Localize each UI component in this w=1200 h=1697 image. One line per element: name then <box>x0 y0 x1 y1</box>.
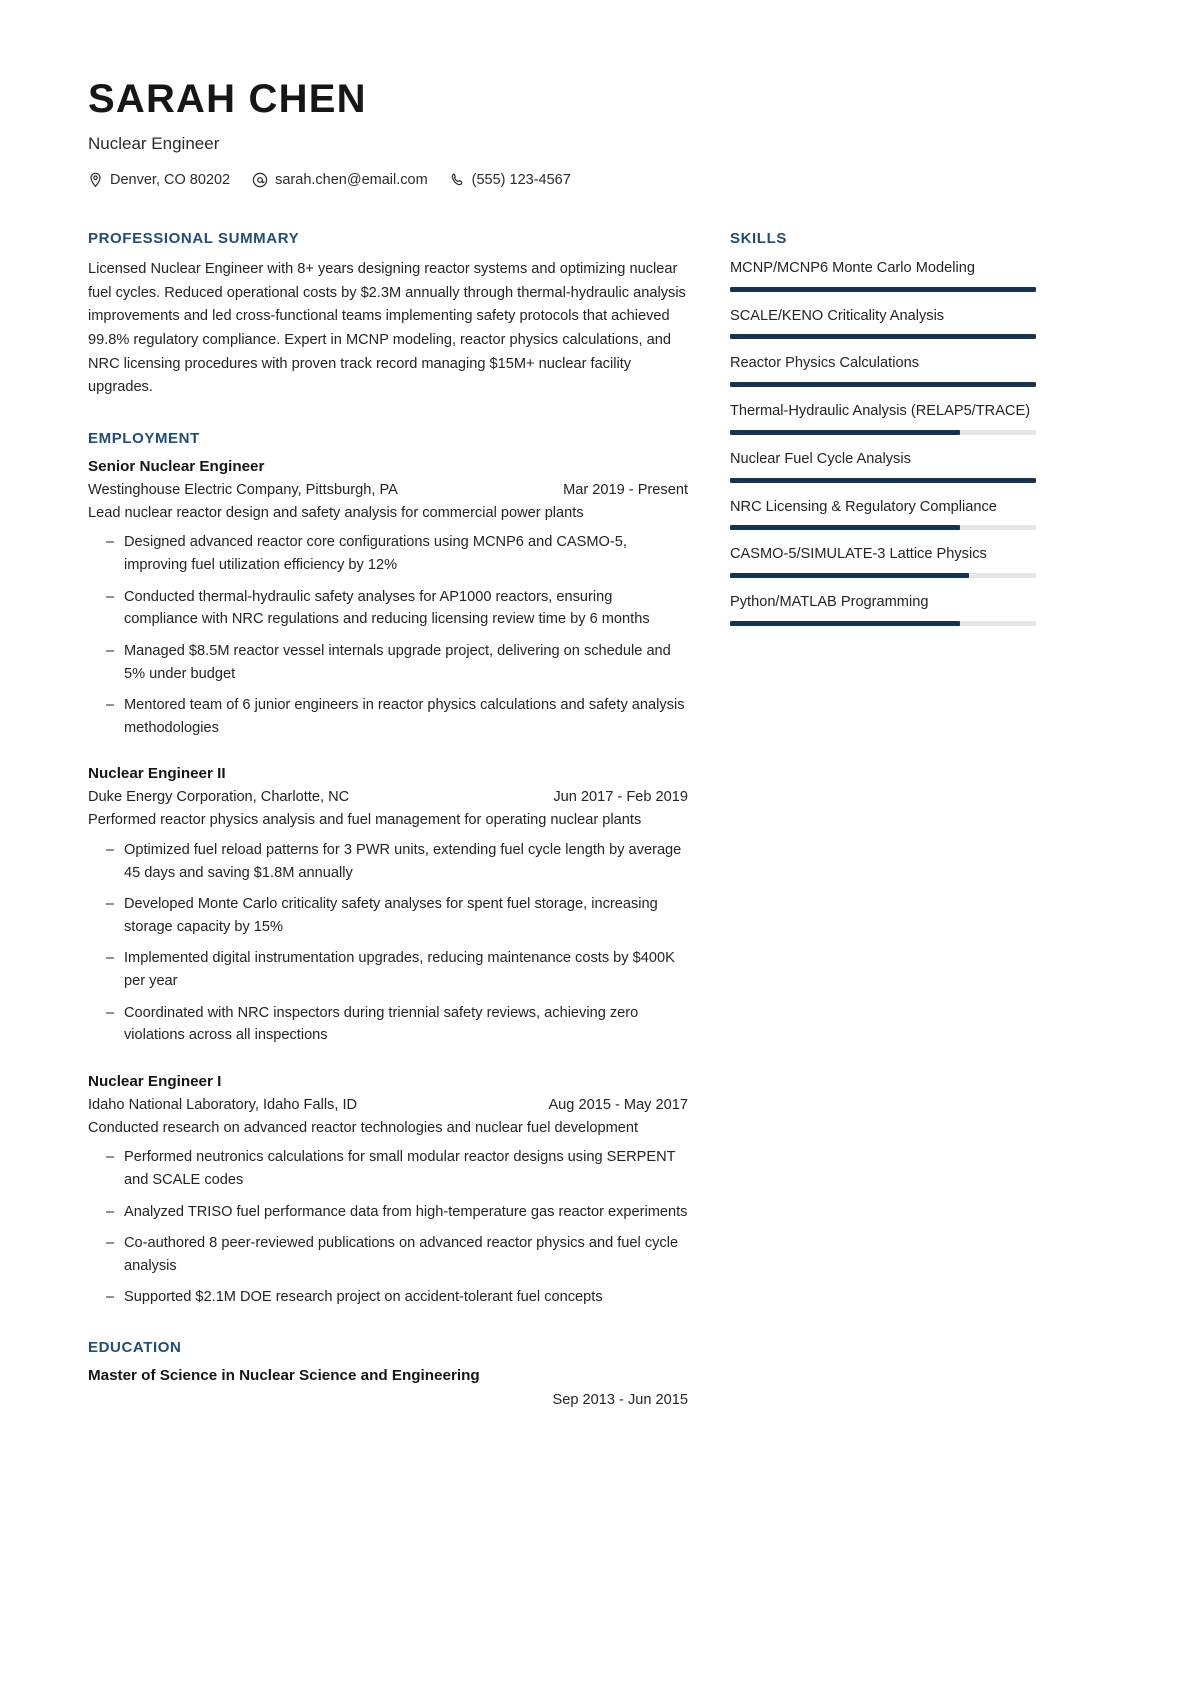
section-professional-summary <box>88 230 688 400</box>
list-item: – Coordinated with NRC inspectors during triennial safety reviews, achieving zero violations across all inspections <box>106 1002 688 1047</box>
contact-location-text: Denver, CO 80202 <box>110 172 231 188</box>
list-item: – Conducted thermal-hydraulic safety analyses for AP1000 reactors, ensuring compliance with NRC regulations and reducing licensing review time by 6 months <box>106 586 688 631</box>
list-item: – Analyzed TRISO fuel performance data from high-temperature gas reactor experiments <box>106 1201 688 1224</box>
skill-name: MCNP/MCNP6 Monte Carlo Modeling <box>730 260 975 276</box>
list-item: – Optimized fuel reload patterns for 3 PWR units, extending fuel cycle length by average 45 days and saving $1.8M annually <box>106 839 688 884</box>
job-company: Westinghouse Electric Company, Pittsburgh, PA <box>88 481 398 498</box>
skill-name: Reactor Physics Calculations <box>730 355 919 372</box>
resume-header <box>88 78 1112 188</box>
skill-bar-fill <box>730 478 1036 483</box>
job-role: Senior Nuclear Engineer <box>88 457 265 475</box>
employment-entry <box>88 458 688 739</box>
contact-email <box>252 172 428 188</box>
skill-item <box>730 592 1036 626</box>
job-role: Nuclear Engineer II <box>88 765 226 783</box>
skill-item <box>730 449 1036 483</box>
job-bullets <box>88 531 688 739</box>
education-entry <box>88 1367 688 1408</box>
education-dates: Sep 2013 - Jun 2015 <box>552 1392 688 1409</box>
skill-bar <box>730 573 1036 578</box>
sidebar-column <box>730 230 1036 1438</box>
employment-entry <box>88 1073 688 1309</box>
page-title: SARAH CHEN <box>88 77 367 121</box>
job-meta <box>88 1097 688 1113</box>
header-job-title: Nuclear Engineer <box>88 134 220 153</box>
section-title-summary: PROFESSIONAL SUMMARY <box>88 230 300 247</box>
contact-phone <box>450 172 571 188</box>
contact-location <box>88 172 230 188</box>
skill-bar-fill <box>730 430 960 435</box>
skill-bar-fill <box>730 287 1036 292</box>
job-meta <box>88 482 688 498</box>
skill-name: CASMO-5/SIMULATE-3 Lattice Physics <box>730 546 987 563</box>
education-meta <box>88 1392 688 1408</box>
job-bullets <box>88 839 688 1047</box>
skill-bar-fill <box>730 334 1036 339</box>
email-icon <box>252 172 268 188</box>
section-employment <box>88 430 688 1309</box>
employment-entry <box>88 765 688 1046</box>
skill-item <box>730 258 1036 292</box>
skill-bar-fill <box>730 382 1036 387</box>
summary-text: Licensed Nuclear Engineer with 8+ years designing reactor systems and optimizing nuclear fuel cycles. Reduced operational costs by $2.3M annually through thermal-hydraulic analysis improvements and led cross-functional teams implementing safety protocols that achieved 99.8% regulatory compliance. Expert in MCNP modeling, reactor physics calculations, and NRC licensing procedures with proven track record managing $15M+ nuclear facility upgrades. <box>88 261 686 396</box>
skill-bar-fill <box>730 525 960 530</box>
skill-name: SCALE/KENO Criticality Analysis <box>730 307 945 324</box>
skill-bar-fill <box>730 621 960 626</box>
section-skills <box>730 230 1036 626</box>
job-description: Performed reactor physics analysis and fuel management for operating nuclear plants <box>88 812 642 829</box>
skill-item <box>730 497 1036 531</box>
main-column <box>88 230 688 1438</box>
job-bullets <box>88 1146 688 1309</box>
list-item: – Developed Monte Carlo criticality safety analyses for spent fuel storage, increasing storage capacity by 15% <box>106 893 688 938</box>
list-item: – Co-authored 8 peer-reviewed publications on advanced reactor physics and fuel cycle analysis <box>106 1232 688 1277</box>
resume-body <box>88 230 1112 1438</box>
contact-phone-text: (555) 123-4567 <box>471 172 571 188</box>
section-education <box>88 1339 688 1408</box>
job-company: Idaho National Laboratory, Idaho Falls, ID <box>88 1096 358 1113</box>
job-role: Nuclear Engineer I <box>88 1072 222 1090</box>
list-item: – Designed advanced reactor core configurations using MCNP6 and CASMO-5, improving fuel utilization efficiency by 12% <box>106 531 688 576</box>
skill-bar <box>730 430 1036 435</box>
location-pin-icon <box>88 172 103 188</box>
section-title-skills: SKILLS <box>730 230 787 247</box>
list-item: – Managed $8.5M reactor vessel internals upgrade project, delivering on schedule and 5% under budget <box>106 640 688 685</box>
job-description: Lead nuclear reactor design and safety analysis for commercial power plants <box>88 504 584 521</box>
job-description: Conducted research on advanced reactor technologies and nuclear fuel development <box>88 1119 639 1136</box>
skill-name: Python/MATLAB Programming <box>730 594 929 611</box>
job-meta <box>88 789 688 805</box>
list-item: – Performed neutronics calculations for small modular reactor designs using SERPENT and SCALE codes <box>106 1146 688 1191</box>
skill-bar <box>730 621 1036 626</box>
skill-item <box>730 306 1036 340</box>
skill-name: Nuclear Fuel Cycle Analysis <box>730 450 911 467</box>
education-degree: Master of Science in Nuclear Science and Engineering <box>88 1367 480 1385</box>
skill-bar <box>730 382 1036 387</box>
job-dates: Aug 2015 - May 2017 <box>548 1096 688 1113</box>
job-dates: Jun 2017 - Feb 2019 <box>553 789 688 806</box>
skill-item <box>730 544 1036 578</box>
list-item: – Implemented digital instrumentation upgrades, reducing maintenance costs by $400K per year <box>106 947 688 992</box>
skill-bar <box>730 525 1036 530</box>
job-company: Duke Energy Corporation, Charlotte, NC <box>88 789 350 806</box>
skill-item <box>730 401 1036 435</box>
job-dates: Mar 2019 - Present <box>563 481 688 498</box>
skill-bar <box>730 334 1036 339</box>
contact-email-text: sarah.chen@email.com <box>275 172 428 188</box>
section-title-employment: EMPLOYMENT <box>88 429 200 447</box>
skill-name: NRC Licensing & Regulatory Compliance <box>730 498 997 515</box>
skill-bar-fill <box>730 573 969 578</box>
skill-item <box>730 353 1036 387</box>
skill-name: Thermal-Hydraulic Analysis (RELAP5/TRACE) <box>730 403 1031 420</box>
skill-bar <box>730 478 1036 483</box>
phone-icon <box>450 172 465 188</box>
skill-bar <box>730 287 1036 292</box>
section-title-education: EDUCATION <box>88 1339 182 1357</box>
list-item: – Supported $2.1M DOE research project on accident-tolerant fuel concepts <box>106 1286 688 1309</box>
contact-row <box>88 172 1112 188</box>
list-item: – Mentored team of 6 junior engineers in reactor physics calculations and safety analysis methodologies <box>106 694 688 739</box>
